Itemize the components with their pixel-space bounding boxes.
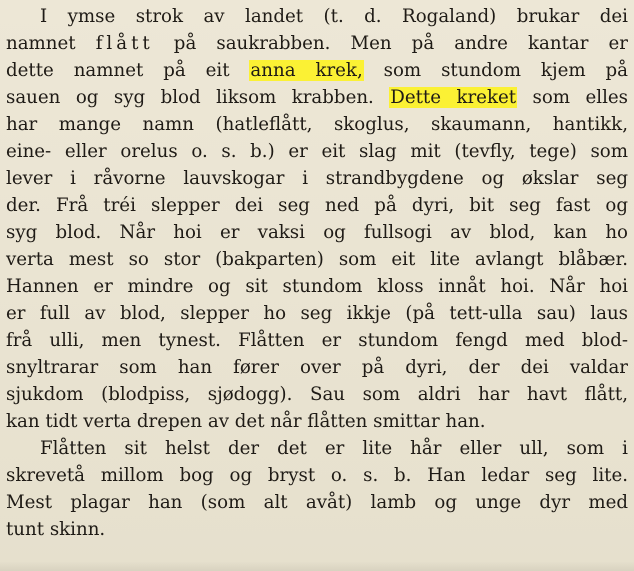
text-line: frå ulli, men tynest. Flåtten er stundom fengd med blod- xyxy=(6,330,628,351)
text-line: kan tidt verta drepen av det når flåtten smittar han. xyxy=(6,411,486,432)
text-line: Hannen er mindre og sit stundom kloss innåt hoi. Når hoi xyxy=(6,276,628,297)
text-line: Mest plagar han (som alt avåt) lamb og unge dyr med xyxy=(6,492,628,513)
text-line: namnet flått på saukrabben. Men på andre kantar er xyxy=(6,33,628,54)
text-line: er full av blod, slepper ho seg ikkje (på tett-ulla sau) laus xyxy=(6,303,628,324)
highlighted-phrase: anna krek, xyxy=(250,60,363,81)
text-line: har mange namn (hatleflått, skoglus, skaumann, hantikk, xyxy=(6,114,628,135)
spaced-term: flått xyxy=(95,33,154,54)
text-line: Flåtten sit helst der det er lite hår eller ull, som i xyxy=(40,438,628,459)
text-line: dette namnet på eit anna krek, som stundom kjem på xyxy=(6,60,628,81)
text-line: eine- eller orelus o. s. b.) er eit slag mit (tevfly, tege) som xyxy=(6,141,628,162)
body-text xyxy=(6,3,628,543)
text-line: syg blod. Når hoi er vaksi og fullsogi av blod, kan ho xyxy=(6,222,628,243)
text-line: sjukdom (blodpiss, sjødogg). Sau som aldri har havt flått, xyxy=(6,384,628,405)
text-line: lever i råvorne lauvskogar i strandbygdene og økslar seg xyxy=(6,168,628,189)
text-line: snyltrarar som han fører over på dyri, der dei valdar xyxy=(6,357,628,378)
highlighted-phrase: Dette kreket xyxy=(390,87,517,108)
text-line: I ymse strok av landet (t. d. Rogaland) brukar dei xyxy=(40,6,628,27)
text-line: skrevetå millom bog og bryst o. s. b. Han ledar seg lite. xyxy=(6,465,628,486)
text-line: tunt skinn. xyxy=(6,519,106,540)
text-line: verta mest so stor (bakparten) som eit lite avlangt blåbær. xyxy=(6,249,628,270)
page-edge-shadow xyxy=(0,561,634,571)
text-line: der. Frå tréi slepper dei seg ned på dyri, bit seg fast og xyxy=(6,195,628,216)
text-line: sauen og syg blod liksom krabben. Dette kreket som elles xyxy=(6,87,628,108)
